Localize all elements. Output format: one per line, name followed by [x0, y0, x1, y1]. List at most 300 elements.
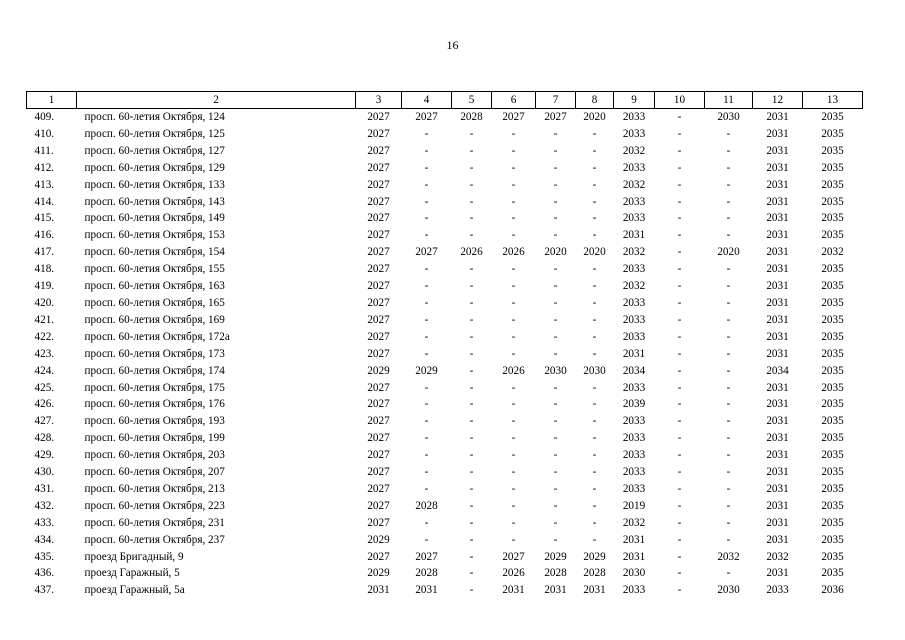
year-cell: - [553, 296, 558, 309]
year-cell: 2032 [766, 550, 789, 563]
column-header-8: 8 [576, 92, 614, 109]
year-cell: - [424, 161, 429, 174]
year-cell: 2027 [367, 144, 390, 157]
year-cell: 2035 [821, 161, 844, 174]
year-cell: - [726, 466, 731, 479]
year-cell: - [726, 263, 731, 276]
address-cell: просп. 60-летия Октября, 169 [84, 313, 225, 326]
table-row [27, 227, 863, 244]
year-cell: 2031 [766, 178, 789, 191]
year-cell: - [726, 398, 731, 411]
table-row [27, 481, 863, 498]
address-cell: просп. 60-летия Октября, 231 [84, 516, 225, 529]
year-cell: - [553, 195, 558, 208]
address-cell: просп. 60-летия Октября, 173 [84, 347, 225, 360]
year-cell: - [469, 398, 474, 411]
row-number: 434. [34, 533, 55, 546]
row-number: 435. [34, 550, 55, 563]
address-cell: просп. 60-летия Октября, 213 [84, 482, 225, 495]
year-cell: 2039 [622, 398, 646, 411]
year-cell: 2035 [821, 296, 844, 309]
year-cell: 2027 [367, 313, 390, 326]
row-number: 424. [34, 364, 55, 377]
table-row [27, 380, 863, 397]
year-cell: 2027 [367, 195, 390, 208]
table-row [27, 430, 863, 447]
year-cell: - [677, 482, 682, 495]
year-cell: 2035 [821, 364, 844, 377]
year-cell: 2035 [821, 178, 844, 191]
year-cell: 2026 [460, 246, 483, 259]
year-cell: - [592, 347, 597, 360]
year-cell: - [553, 229, 558, 242]
year-cell: - [469, 313, 474, 326]
year-cell: 2033 [622, 432, 646, 445]
row-number: 417. [34, 246, 55, 259]
year-cell: - [592, 533, 597, 546]
row-number: 425. [34, 381, 55, 394]
year-cell: 2020 [544, 246, 567, 259]
table-row [27, 210, 863, 227]
address-cell: просп. 60-летия Октября, 155 [84, 263, 225, 276]
address-cell: просп. 60-летия Октября, 237 [84, 533, 225, 546]
year-cell: 2031 [622, 550, 646, 563]
year-cell: 2035 [821, 195, 844, 208]
table-row [27, 363, 863, 380]
year-cell: 2032 [717, 550, 740, 563]
row-number: 427. [34, 415, 55, 428]
year-cell: - [424, 330, 429, 343]
row-number: 433. [34, 516, 55, 529]
page-number: 16 [446, 38, 459, 52]
year-cell: 2031 [502, 584, 525, 597]
year-cell: - [469, 516, 474, 529]
year-cell: 2035 [821, 330, 844, 343]
year-cell: - [726, 127, 731, 140]
row-number: 420. [34, 296, 55, 309]
year-cell: - [511, 432, 516, 445]
year-cell: - [511, 127, 516, 140]
year-cell: 2033 [622, 330, 646, 343]
table-row [27, 194, 863, 211]
year-cell: 2031 [415, 584, 438, 597]
year-cell: - [677, 127, 682, 140]
year-cell: - [592, 178, 597, 191]
year-cell: 2035 [821, 127, 844, 140]
table-row [27, 396, 863, 413]
year-cell: 2032 [622, 178, 646, 191]
year-cell: - [424, 347, 429, 360]
year-cell: - [677, 533, 682, 546]
column-header-2: 2 [77, 92, 356, 109]
year-cell: 2035 [821, 212, 844, 225]
year-cell: - [424, 313, 429, 326]
year-cell: - [424, 127, 429, 140]
year-cell: - [511, 313, 516, 326]
year-cell: - [677, 212, 682, 225]
year-cell: - [677, 280, 682, 293]
year-cell: - [553, 144, 558, 157]
year-cell: - [592, 296, 597, 309]
year-cell: 2032 [622, 144, 646, 157]
year-cell: 2033 [622, 127, 646, 140]
year-cell: 2030 [622, 567, 646, 580]
year-cell: 2031 [766, 415, 789, 428]
year-cell: - [511, 499, 516, 512]
column-header-13: 13 [803, 92, 863, 109]
address-cell: просп. 60-летия Октября, 163 [84, 280, 225, 293]
year-cell: 2031 [766, 330, 789, 343]
year-cell: 2027 [367, 161, 390, 174]
year-cell: 2027 [367, 127, 390, 140]
year-cell: - [677, 415, 682, 428]
year-cell: - [677, 567, 682, 580]
year-cell: - [469, 567, 474, 580]
year-cell: 2027 [367, 229, 390, 242]
year-cell: - [511, 195, 516, 208]
year-cell: 2029 [544, 550, 567, 563]
row-number: 409. [34, 111, 55, 123]
year-cell: - [726, 381, 731, 394]
year-cell: - [511, 482, 516, 495]
year-cell: - [424, 229, 429, 242]
year-cell: - [726, 347, 731, 360]
year-cell: 2035 [821, 229, 844, 242]
row-number: 416. [34, 229, 55, 242]
year-cell: 2031 [367, 584, 390, 597]
row-number: 436. [34, 567, 55, 580]
year-cell: - [511, 296, 516, 309]
year-cell: - [592, 280, 597, 293]
year-cell: 2027 [415, 550, 438, 563]
year-cell: 2027 [367, 516, 390, 529]
year-cell: 2033 [622, 482, 646, 495]
year-cell: - [511, 280, 516, 293]
year-cell: 2029 [583, 550, 606, 563]
year-cell: - [511, 347, 516, 360]
address-cell: просп. 60-летия Октября, 154 [84, 246, 225, 259]
year-cell: - [469, 499, 474, 512]
year-cell: 2028 [460, 111, 483, 123]
year-cell: 2031 [622, 229, 646, 242]
column-header-3: 3 [356, 92, 402, 109]
year-cell: 2031 [766, 449, 789, 462]
year-cell: - [677, 195, 682, 208]
table-row [27, 244, 863, 261]
year-cell: 2031 [583, 584, 606, 597]
year-cell: 2026 [502, 364, 525, 377]
year-cell: - [726, 516, 731, 529]
column-header-11: 11 [705, 92, 753, 109]
year-cell: 2033 [622, 381, 646, 394]
year-cell: 2027 [367, 178, 390, 191]
year-cell: 2026 [502, 567, 525, 580]
address-cell: просп. 60-летия Октября, 165 [84, 296, 225, 309]
year-cell: - [553, 533, 558, 546]
year-cell: - [553, 381, 558, 394]
year-cell: - [677, 466, 682, 479]
year-cell: - [469, 381, 474, 394]
address-cell: просп. 60-летия Октября, 127 [84, 144, 225, 157]
column-header-7: 7 [536, 92, 576, 109]
year-cell: 2035 [821, 111, 844, 123]
year-cell: 2033 [622, 111, 646, 123]
year-cell: 2019 [622, 499, 646, 512]
year-cell: - [511, 466, 516, 479]
row-number: 412. [34, 161, 55, 174]
address-cell: просп. 60-летия Октября, 176 [84, 398, 225, 411]
year-cell: - [424, 516, 429, 529]
table-row [27, 413, 863, 430]
year-cell: 2026 [502, 246, 525, 259]
year-cell: - [469, 296, 474, 309]
table-row [27, 346, 863, 363]
address-cell: просп. 60-летия Октября, 193 [84, 415, 225, 428]
address-cell: проезд Гаражный, 5 [84, 567, 180, 580]
row-number: 429. [34, 449, 55, 462]
year-cell: 2027 [367, 263, 390, 276]
year-cell: 2028 [544, 567, 567, 580]
year-cell: - [511, 212, 516, 225]
year-cell: - [424, 144, 429, 157]
year-cell: - [726, 296, 731, 309]
year-cell: - [726, 364, 731, 377]
year-cell: 2029 [415, 364, 438, 377]
row-number: 418. [34, 263, 55, 276]
year-cell: - [592, 330, 597, 343]
year-cell: 2031 [622, 533, 646, 546]
year-cell: 2035 [821, 499, 844, 512]
year-cell: - [469, 533, 474, 546]
year-cell: 2031 [766, 229, 789, 242]
year-cell: - [726, 482, 731, 495]
address-cell: просп. 60-летия Октября, 133 [84, 178, 225, 191]
year-cell: - [726, 432, 731, 445]
year-cell: - [553, 482, 558, 495]
year-cell: - [726, 144, 731, 157]
table-row [27, 109, 863, 126]
year-cell: - [553, 398, 558, 411]
year-cell: - [469, 449, 474, 462]
table-row [27, 295, 863, 312]
year-cell: - [424, 466, 429, 479]
year-cell: - [726, 533, 731, 546]
year-cell: 2029 [367, 533, 390, 546]
year-cell: 2035 [821, 533, 844, 546]
year-cell: 2036 [821, 584, 844, 597]
table-row [27, 126, 863, 143]
year-cell: 2035 [821, 144, 844, 157]
table-row [27, 160, 863, 177]
year-cell: - [677, 398, 682, 411]
year-cell: - [424, 482, 429, 495]
year-cell: - [469, 364, 474, 377]
year-cell: - [424, 195, 429, 208]
year-cell: 2031 [766, 516, 789, 529]
year-cell: - [469, 280, 474, 293]
year-cell: - [677, 364, 682, 377]
year-cell: - [424, 381, 429, 394]
year-cell: - [677, 499, 682, 512]
row-number: 414. [34, 195, 55, 208]
year-cell: - [469, 127, 474, 140]
year-cell: - [469, 178, 474, 191]
year-cell: 2029 [367, 567, 390, 580]
row-number: 411. [34, 144, 54, 157]
year-cell: - [511, 144, 516, 157]
year-cell: - [677, 313, 682, 326]
year-cell: 2031 [766, 499, 789, 512]
year-cell: - [511, 533, 516, 546]
year-cell: 2027 [367, 415, 390, 428]
table-row [27, 565, 863, 582]
year-cell: - [726, 567, 731, 580]
address-cell: просп. 60-летия Октября, 129 [84, 161, 225, 174]
year-cell: 2027 [367, 212, 390, 225]
address-cell: просп. 60-летия Октября, 143 [84, 195, 225, 208]
year-cell: 2031 [766, 482, 789, 495]
table-header-row [27, 92, 863, 109]
table-body [27, 109, 863, 600]
year-cell: 2020 [583, 246, 606, 259]
year-cell: - [469, 229, 474, 242]
year-cell: 2033 [622, 415, 646, 428]
year-cell: - [511, 398, 516, 411]
address-cell: просп. 60-летия Октября, 175 [84, 381, 225, 394]
column-header-4: 4 [402, 92, 452, 109]
year-cell: - [592, 398, 597, 411]
year-cell: - [726, 330, 731, 343]
year-cell: - [469, 330, 474, 343]
year-cell: 2027 [502, 550, 525, 563]
year-cell: - [592, 212, 597, 225]
year-cell: 2033 [622, 449, 646, 462]
year-cell: 2035 [821, 398, 844, 411]
year-cell: - [424, 415, 429, 428]
year-cell: 2031 [766, 567, 789, 580]
year-cell: 2035 [821, 347, 844, 360]
schedule-table [26, 91, 863, 599]
year-cell: 2033 [622, 466, 646, 479]
year-cell: - [592, 263, 597, 276]
row-number: 419. [34, 280, 55, 293]
year-cell: 2027 [415, 111, 438, 123]
year-cell: 2027 [367, 550, 390, 563]
year-cell: - [511, 178, 516, 191]
year-cell: - [553, 415, 558, 428]
table-row [27, 464, 863, 481]
year-cell: 2031 [766, 533, 789, 546]
year-cell: 2031 [622, 347, 646, 360]
year-cell: 2031 [766, 246, 789, 259]
year-cell: - [553, 161, 558, 174]
year-cell: - [553, 280, 558, 293]
year-cell: 2030 [583, 364, 606, 377]
year-cell: 2032 [622, 280, 646, 293]
row-number: 437. [34, 584, 55, 597]
year-cell: 2035 [821, 482, 844, 495]
year-cell: - [553, 178, 558, 191]
year-cell: 2027 [367, 111, 390, 123]
year-cell: 2033 [766, 584, 789, 597]
year-cell: 2027 [367, 482, 390, 495]
year-cell: - [677, 432, 682, 445]
year-cell: 2027 [367, 499, 390, 512]
table-row [27, 278, 863, 295]
year-cell: 2027 [367, 347, 390, 360]
column-header-12: 12 [753, 92, 803, 109]
year-cell: 2033 [622, 195, 646, 208]
year-cell: - [511, 330, 516, 343]
address-cell: просп. 60-летия Октября, 153 [84, 229, 225, 242]
year-cell: 2027 [367, 296, 390, 309]
year-cell: 2035 [821, 449, 844, 462]
row-number: 415. [34, 212, 55, 225]
year-cell: 2035 [821, 516, 844, 529]
year-cell: 2035 [821, 466, 844, 479]
year-cell: - [424, 263, 429, 276]
year-cell: - [726, 178, 731, 191]
year-cell: 2028 [415, 567, 438, 580]
year-cell: 2030 [544, 364, 567, 377]
year-cell: 2033 [622, 584, 646, 597]
table-row [27, 329, 863, 346]
year-cell: 2031 [766, 263, 789, 276]
table-row [27, 177, 863, 194]
year-cell: - [553, 127, 558, 140]
year-cell: - [511, 263, 516, 276]
year-cell: - [726, 195, 731, 208]
year-cell: 2030 [717, 111, 740, 123]
year-cell: 2027 [415, 246, 438, 259]
year-cell: - [469, 347, 474, 360]
address-cell: просп. 60-летия Октября, 172а [84, 330, 230, 343]
year-cell: - [677, 246, 682, 259]
year-cell: 2027 [367, 246, 390, 259]
column-header-5: 5 [452, 92, 492, 109]
year-cell: 2035 [821, 567, 844, 580]
table-row [27, 582, 863, 599]
year-cell: - [592, 195, 597, 208]
year-cell: - [424, 449, 429, 462]
row-number: 413. [34, 178, 55, 191]
row-number: 432. [34, 499, 55, 512]
year-cell: - [553, 516, 558, 529]
table-row [27, 532, 863, 549]
year-cell: 2034 [766, 364, 789, 377]
year-cell: - [677, 178, 682, 191]
year-cell: - [726, 499, 731, 512]
year-cell: - [677, 550, 682, 563]
table-row [27, 549, 863, 566]
year-cell: 2027 [367, 280, 390, 293]
year-cell: 2035 [821, 432, 844, 445]
year-cell: - [424, 296, 429, 309]
row-number: 423. [34, 347, 55, 360]
year-cell: 2020 [717, 246, 740, 259]
year-cell: - [511, 229, 516, 242]
year-cell: 2033 [622, 313, 646, 326]
year-cell: - [424, 280, 429, 293]
column-header-10: 10 [655, 92, 705, 109]
year-cell: - [553, 347, 558, 360]
year-cell: 2031 [766, 398, 789, 411]
row-number: 430. [34, 466, 55, 479]
year-cell: 2027 [367, 398, 390, 411]
year-cell: - [592, 381, 597, 394]
year-cell: - [592, 432, 597, 445]
year-cell: - [592, 161, 597, 174]
